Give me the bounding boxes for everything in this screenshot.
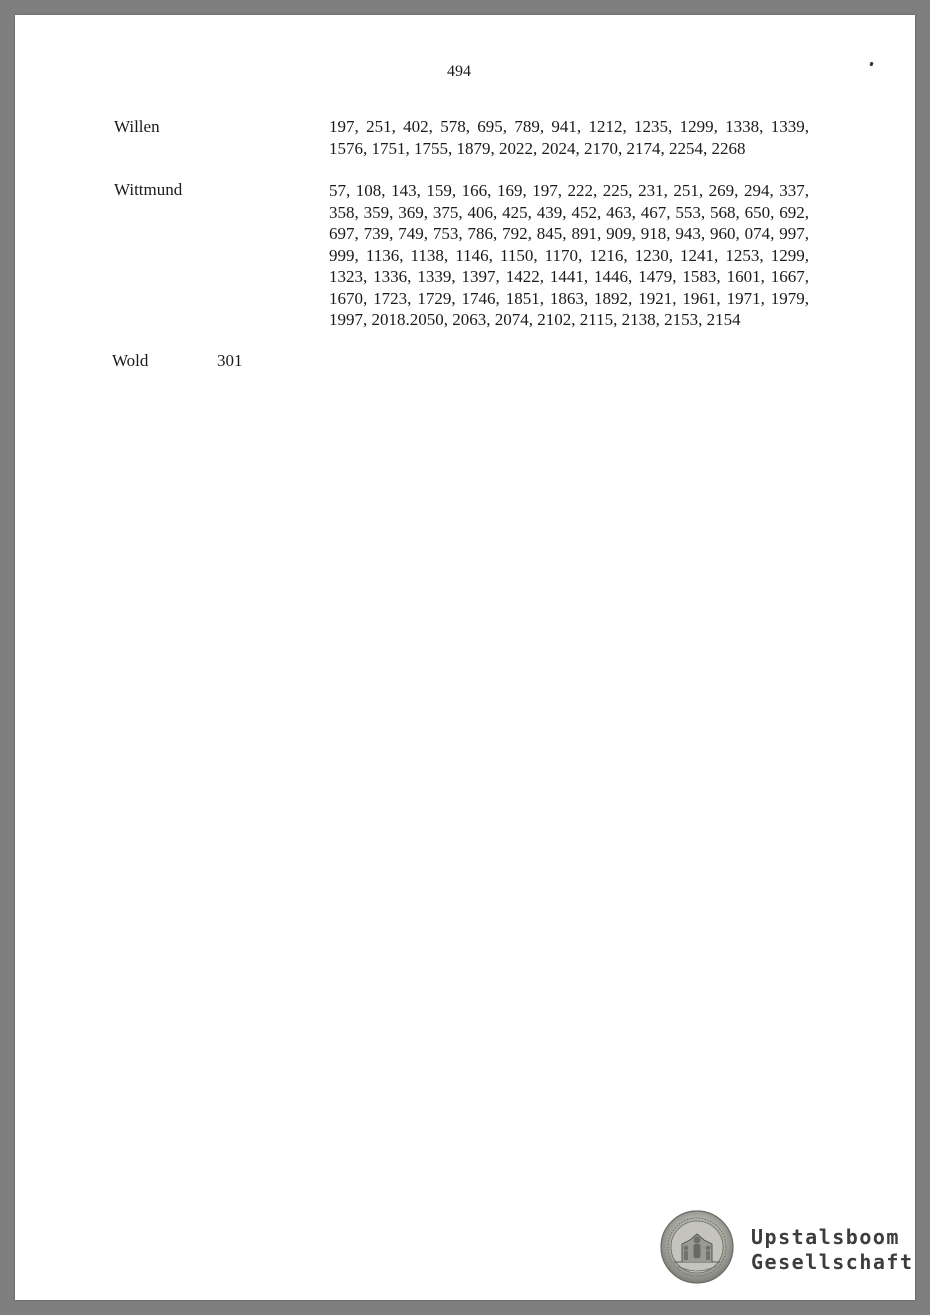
index-references: 301: [217, 351, 243, 370]
society-seal-logo: [660, 1210, 734, 1284]
document-page: [15, 15, 915, 1300]
index-references: 197, 251, 402, 578, 695, 789, 941, 1212, 1235, 1299, 1338, 1339, 1576, 1751, 1755, 1879, 2022, 2024, 2170, 2174, 2254, 2268: [329, 117, 809, 158]
index-references: 57, 108, 143, 159, 166, 169, 197, 222, 225, 231, 251, 269, 294, 337, 358, 359, 369, 375, 406, 425, 439, 452, 463, 467, 553, 568, 650, 692, 697, 739, 749, 753, 786, 792, 845, 891, 909, 918, 943, 960, 074, 997, 999, 1136, 1138, 1146, 1150, 1170, 1216, 1230, 1241, 1253, 1299, 1323, 1336, 1339, 1397, 1422, 1441, 1446, 1479, 1583, 1601, 1667, 1670, 1723, 1729, 1746, 1851, 1863, 1892, 1921, 1961, 1971, 1979, 1997, 2018.2050, 2063, 2074, 2102, 2115, 2138, 2153, 2154: [329, 181, 809, 329]
index-term: Wittmund: [114, 180, 183, 199]
wordmark-line: Gesellschaft: [751, 1250, 914, 1274]
page-number: 494: [447, 63, 471, 80]
wordmark-line: Upstalsboom: [751, 1225, 900, 1249]
index-term: Willen: [114, 117, 160, 136]
society-wordmark: [751, 1225, 914, 1275]
index-term: Wold: [112, 351, 149, 370]
